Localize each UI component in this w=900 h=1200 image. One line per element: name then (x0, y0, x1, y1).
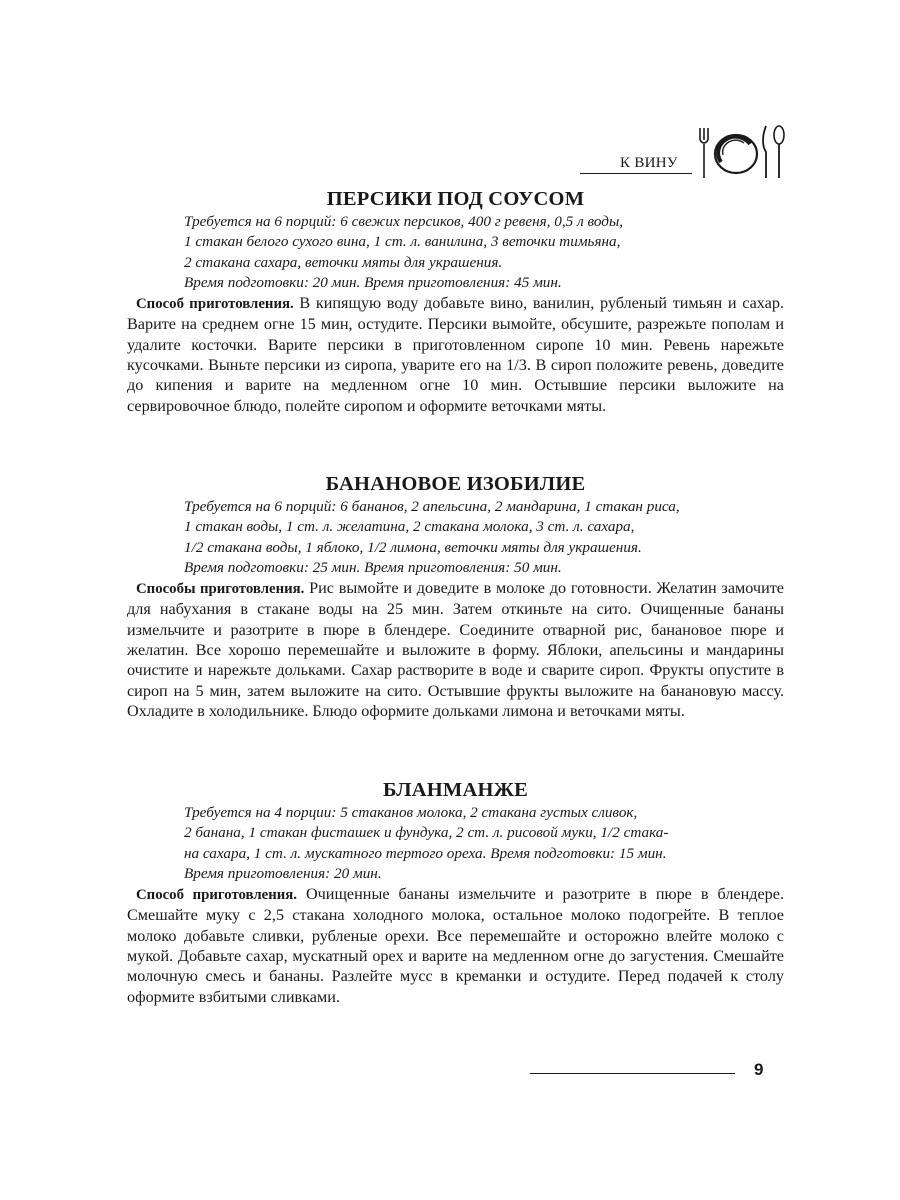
recipe-blancmange (127, 777, 784, 1007)
timing-line: Время подготовки: 20 мин. Время приготовления: 45 мин. (184, 273, 562, 291)
ingredients-line: Требуется на 4 порции: 5 стаканов молока, 2 стакана густых сливок, (184, 804, 638, 821)
ingredients-line: 1 стакан воды, 1 ст. л. желатина, 2 стакана молока, 3 ст. л. сахара, (184, 518, 635, 536)
ingredients-line: 2 стакана сахара, веточки мяты для украшения. (184, 253, 503, 271)
cutlery-plate-icon (692, 122, 788, 182)
method-label: Способы приготовления. (136, 581, 305, 598)
recipe-title: ПЕРСИКИ ПОД СОУСОМ (326, 188, 585, 210)
ingredients-block (184, 803, 784, 884)
recipe-title: БАНАНОВОЕ ИЗОБИЛИЕ (325, 473, 586, 495)
ingredients-line: Требуется на 6 порций: 6 бананов, 2 апельсина, 2 мандарина, 1 стакан риса, (184, 498, 680, 515)
ingredients-line: 2 банана, 1 стакан фисташек и фундука, 2 ст. л. рисовой муки, 1/2 стака- (184, 824, 669, 842)
timing-line: Время приготовления: 20 мин. (184, 864, 382, 882)
page-number: 9 (754, 1060, 764, 1079)
method-paragraph (127, 578, 784, 721)
method-paragraph (127, 884, 784, 1007)
footer-rule (530, 1073, 735, 1074)
method-label: Способ приготовления. (136, 296, 294, 313)
method-label: Способ приготовления. (136, 887, 297, 904)
section-label: К ВИНУ (620, 155, 678, 171)
method-text: В кипящую воду добавьте вино, ванилин, рубленый тимьян и сахар. Варите на среднем огне 15 мин, остудите. Персики вымойте, обсушите, разрежьте пополам и удалите косточки. Варите персики в приготовленном сиропе 10 мин. Ревень нарежьте кусочками. Выньте персики из сиропа, уварите его на 1/3. В сироп положите ревень, доведите до кипения и варите на медленном огне 10 мин. Остывшие персики выложите на сервировочное блюдо, полейте сиропом и оформите веточками мяты. (127, 294, 784, 415)
ingredients-block (184, 212, 784, 293)
method-paragraph (127, 293, 784, 416)
method-text: Рис вымойте и доведите в молоке до готовности. Желатин замочите для набухания в стакане воды на 25 мин. Затем откиньте на сито. Очищенные бананы измельчите и разотрите в пюре в блендере. Соедините отварной рис, банановое пюре и желатин. Все хорошо перемешайте и выложите в форму. Яблоки, апельсины и мандарины очистите и нарежьте дольками. Сахар растворите в воде и сварите сироп. Фрукты опустите в сироп на 5 мин, затем выложите на сито. Остывшие фрукты выложите на банановую массу. Охладите в холодильнике. Блюдо оформите дольками лимона и веточками мяты. (127, 579, 784, 720)
recipe-peaches (127, 186, 784, 416)
ingredients-line: Требуется на 6 порций: 6 свежих персиков, 400 г ревеня, 0,5 л воды, (184, 213, 624, 230)
recipe-title: БЛАНМАНЖЕ (383, 779, 528, 801)
ingredients-line: 1 стакан белого сухого вина, 1 ст. л. ванилина, 3 веточки тимьяна, (184, 233, 621, 251)
timing-line: Время подготовки: 25 мин. Время приготовления: 50 мин. (184, 558, 562, 576)
recipe-banana-abundance (127, 471, 784, 721)
section-header (580, 122, 790, 186)
method-text: Очищенные бананы измельчите и разотрите в пюре в блендере. Смешайте муку с 2,5 стакана холодного молока, остальное молоко подогрейте. В теплое молоко добавьте сливки, рубленые орехи. Все перемешайте и осторожно влейте молоко с мукой. Добавьте сахар, мускатный орех и варите на медленном огне до загустения. Смешайте молочную смесь и бананы. Разлейте мусс в креманки и остудите. Перед подачей к столу оформите взбитыми сливками. (127, 885, 784, 1006)
ingredients-block (184, 497, 784, 578)
header-rule (580, 173, 692, 174)
ingredients-line: 1/2 стакана воды, 1 яблоко, 1/2 лимона, веточки мяты для украшения. (184, 538, 642, 556)
ingredients-line: на сахара, 1 ст. л. мускатного тертого ореха. Время подготовки: 15 мин. (184, 844, 667, 862)
